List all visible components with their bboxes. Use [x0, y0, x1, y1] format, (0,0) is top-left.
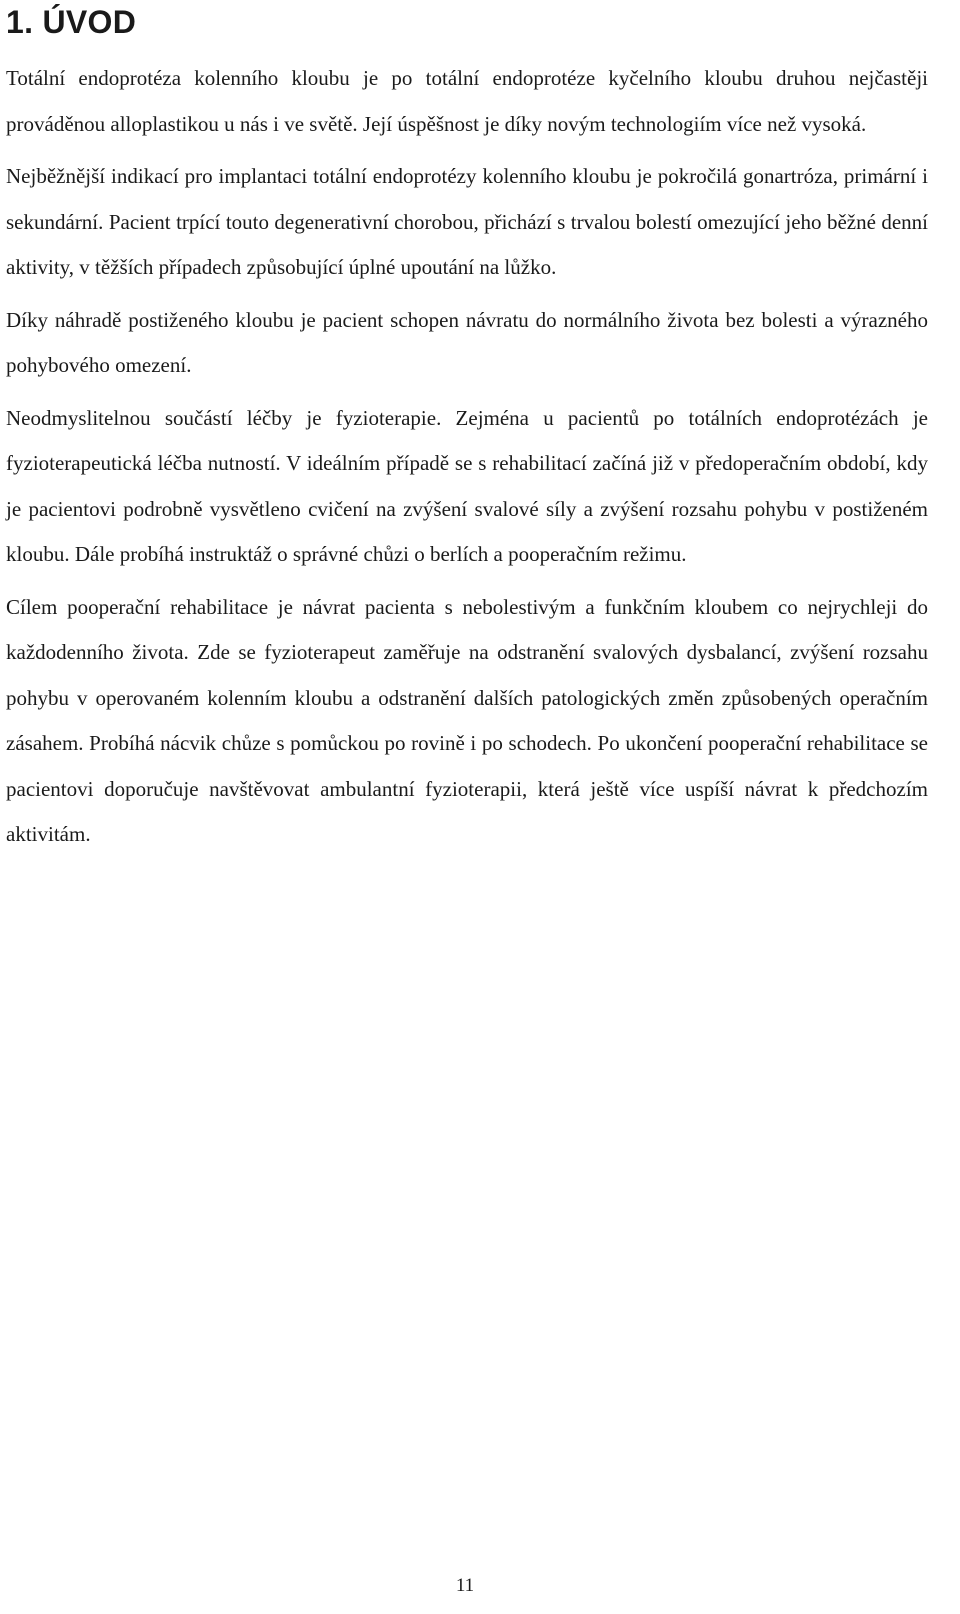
paragraph-intro: Totální endoprotéza kolenního kloubu je po totální endoprotéze kyčelního kloubu druhou nejčastěji prováděnou alloplastikou u nás i ve světě. Její úspěšnost je díky novým technologiím více než vysoká.	[6, 66, 928, 136]
paragraph-replacement: Díky náhradě postiženého kloubu je pacient schopen návratu do normálního života bez bolesti a výrazného pohybového omezení.	[6, 307, 928, 377]
chapter-heading: 1. ÚVOD	[6, 4, 137, 40]
page-number: 11	[455, 1575, 475, 1596]
paragraph-physiotherapy: Neodmyslitelnou součástí léčby je fyzioterapie. Zejména u pacientů po totálních endoprotézách je fyzioterapeutická léčba nutností. V ideálním případě se s rehabilitací začíná již v předoperačním období, kdy je pacientovi podrobně vysvětleno cvičení na zvýšení svalové síly a zvýšení rozsahu pohybu v postiženém kloubu. Dále probíhá instruktáž o správné chůzi o berlích a pooperačním režimu.	[6, 405, 928, 566]
paragraph-indication: Nejběžnější indikací pro implantaci totální endoprotézy kolenního kloubu je pokročilá gonartróza, primární i sekundární. Pacient trpící touto degenerativní chorobou, přichází s trvalou bolestí omezující jeho běžné denní aktivity, v těžších případech způsobující úplné upoutání na lůžko.	[6, 164, 928, 279]
body-text	[6, 56, 928, 865]
paragraph-rehabilitation-goal: Cílem pooperační rehabilitace je návrat pacienta s nebolestivým a funkčním kloubem co nejrychleji do každodenního života. Zde se fyzioterapeut zaměřuje na odstranění svalových dysbalancí, zvýšení rozsahu pohybu v operovaném kolenním kloubu a odstranění dalších patologických změn způsobených operačním zásahem. Probíhá nácvik chůze s pomůckou po rovině i po schodech. Po ukončení pooperační rehabilitace se pacientovi doporučuje navštěvovat ambulantní fyzioterapii, která ještě více uspíší návrat k předchozím aktivitám.	[6, 594, 928, 846]
